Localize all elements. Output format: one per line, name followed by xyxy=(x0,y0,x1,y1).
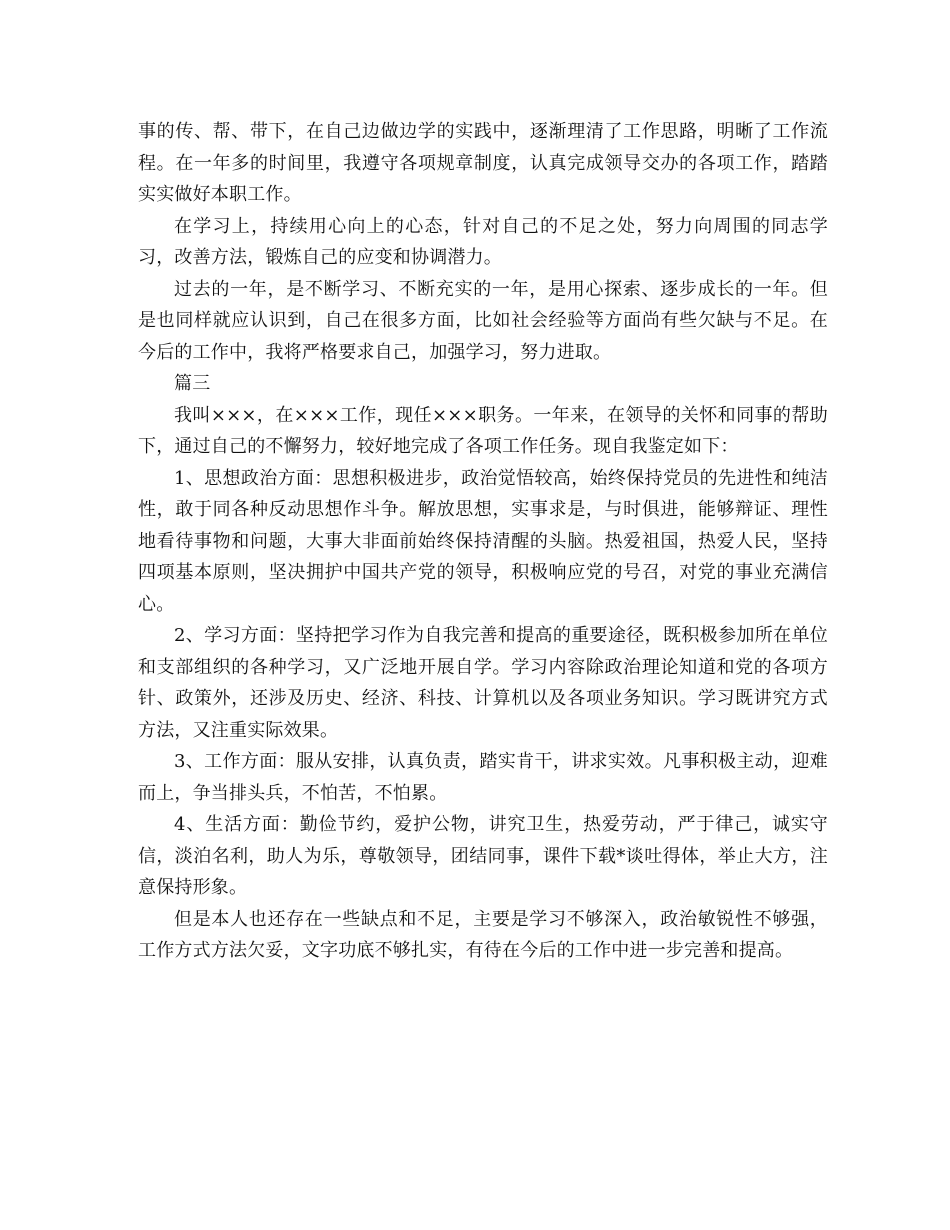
document-body xyxy=(138,116,828,967)
paragraph-item-1-ideology: 1、思想政治方面：思想积极进步，政治觉悟较高，始终保持党员的先进性和纯洁性，敢于同各种反动思想作斗争。解放思想，实事求是，与时俱进，能够辩证、理性地看待事物和问题，大事大非面前始终保持清醒的头脑。热爱祖国，热爱人民，坚持四项基本原则，坚决拥护中国共产党的领导，积极响应党的号召，对党的事业充满信心。 xyxy=(138,467,828,615)
section-heading-part-three: 篇三 xyxy=(174,373,211,394)
paragraph-study: 在学习上，持续用心向上的心态，针对自己的不足之处，努力向周围的同志学习，改善方法，锻炼自己的应变和协调潜力。 xyxy=(138,215,828,268)
paragraph-item-4-life: 4、生活方面：勤俭节约，爱护公物，讲究卫生，热爱劳动，严于律己，诚实守信，淡泊名利，助人为乐，尊敬领导，团结同事，课件下载*谈吐得体，举止大方，注意保持形象。 xyxy=(138,814,828,898)
paragraph-item-2-study: 2、学习方面：坚持把学习作为自我完善和提高的重要途径，既积极参加所在单位和支部组织的各种学习，又广泛地开展自学。学习内容除政治理论知道和党的各项方针、政策外，还涉及历史、经济、科技、计算机以及各项业务知识。学习既讲究方式方法，又注重实际效果。 xyxy=(138,625,828,741)
paragraph-intro: 我叫×××，在×××工作，现任×××职务。一年来，在领导的关怀和同事的帮助下，通过自己的不懈努力，较好地完成了各项工作任务。现自我鉴定如下： xyxy=(138,404,828,457)
paragraph-shortcomings: 但是本人也还存在一些缺点和不足，主要是学习不够深入，政治敏锐性不够强，工作方式方法欠妥，文字功底不够扎实，有待在今后的工作中进一步完善和提高。 xyxy=(138,908,828,961)
paragraph-continuation: 事的传、帮、带下，在自己边做边学的实践中，逐渐理清了工作思路，明晰了工作流程。在一年多的时间里，我遵守各项规章制度，认真完成领导交办的各项工作，踏踏实实做好本职工作。 xyxy=(138,121,828,205)
paragraph-past-year: 过去的一年，是不断学习、不断充实的一年，是用心探索、逐步成长的一年。但是也同样就应认识到，自己在很多方面，比如社会经验等方面尚有些欠缺与不足。在今后的工作中，我将严格要求自己，加强学习，努力进取。 xyxy=(138,278,828,363)
paragraph-item-3-work: 3、工作方面：服从安排，认真负责，踏实肯干，讲求实效。凡事积极主动，迎难而上，争当排头兵，不怕苦，不怕累。 xyxy=(138,751,828,804)
